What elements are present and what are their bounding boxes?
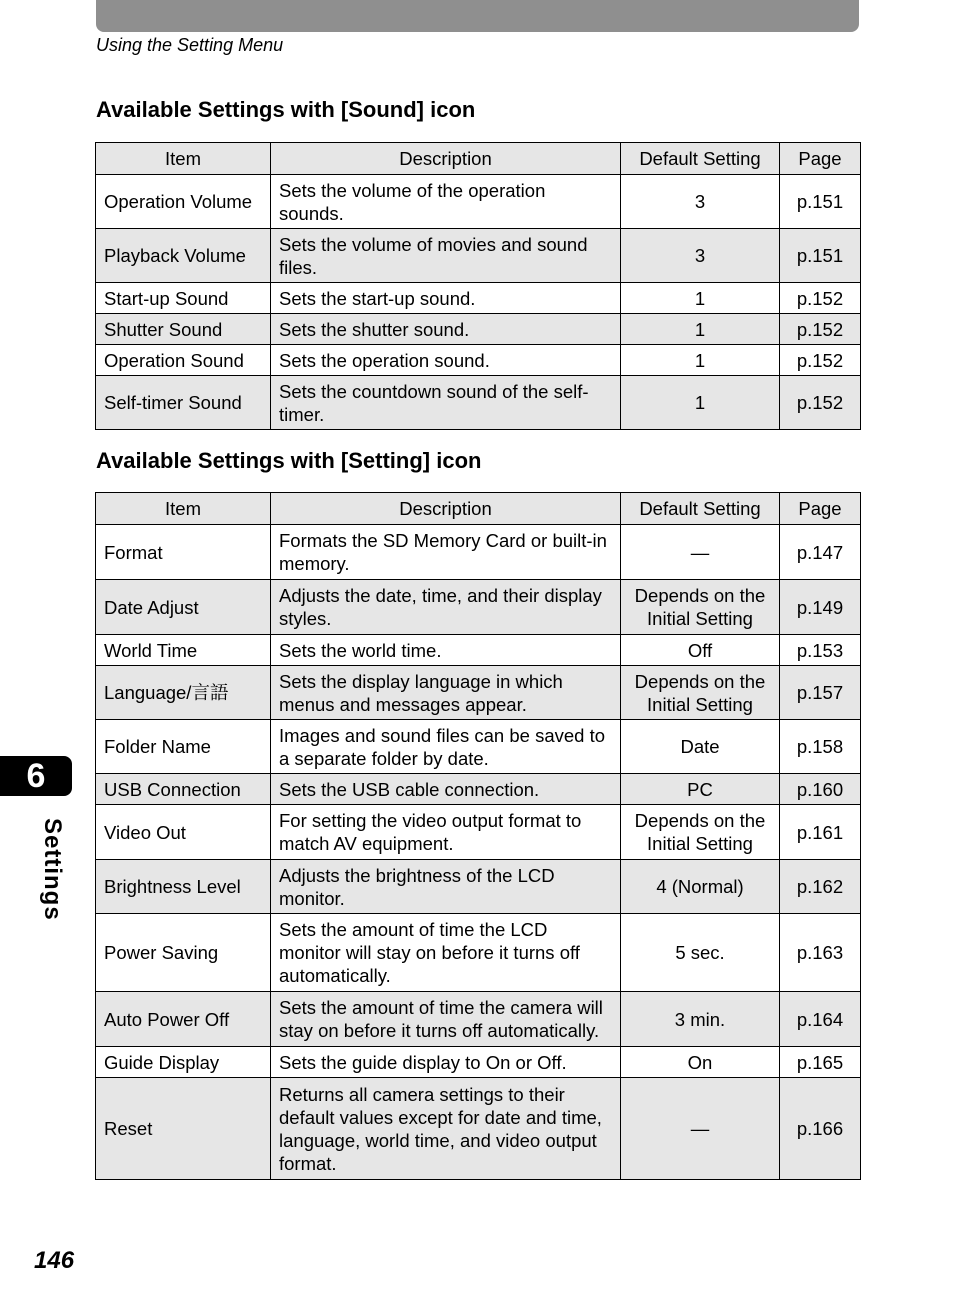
setting-section-title: Available Settings with [Setting] icon bbox=[96, 448, 482, 473]
cell-item: Brightness Level bbox=[96, 860, 271, 914]
cell-item: USB Connection bbox=[96, 774, 271, 805]
table-row bbox=[96, 580, 861, 635]
cell-default: 1 bbox=[621, 314, 780, 345]
cell-page: p.166 bbox=[780, 1078, 861, 1180]
cell-item: Self-timer Sound bbox=[96, 376, 271, 430]
cell-item: Operation Volume bbox=[96, 175, 271, 229]
cell-default: 3 bbox=[621, 175, 780, 229]
cell-page: p.164 bbox=[780, 992, 861, 1047]
chapter-label: Settings bbox=[39, 818, 66, 921]
cell-item: Guide Display bbox=[96, 1047, 271, 1078]
cell-description: Sets the USB cable connection. bbox=[271, 774, 621, 805]
column-header-description: Description bbox=[271, 493, 621, 525]
cell-default: PC bbox=[621, 774, 780, 805]
column-header-page: Page bbox=[780, 143, 861, 175]
cell-page: p.152 bbox=[780, 283, 861, 314]
cell-default: 1 bbox=[621, 345, 780, 376]
cell-page: p.153 bbox=[780, 635, 861, 666]
cell-description: Adjusts the brightness of the LCD monitor. bbox=[271, 860, 621, 914]
cell-description: Sets the volume of the operation sounds. bbox=[271, 175, 621, 229]
cell-description: Sets the amount of time the camera will stay on before it turns off automatically. bbox=[271, 992, 621, 1047]
table-row bbox=[96, 992, 861, 1047]
table-row bbox=[96, 914, 861, 992]
cell-default: 1 bbox=[621, 376, 780, 430]
column-header-description: Description bbox=[271, 143, 621, 175]
column-header-default: Default Setting bbox=[621, 143, 780, 175]
cell-page: p.151 bbox=[780, 175, 861, 229]
cell-page: p.152 bbox=[780, 376, 861, 430]
cell-page: p.157 bbox=[780, 666, 861, 720]
table-row bbox=[96, 175, 861, 229]
table-row bbox=[96, 805, 861, 860]
cell-item: Folder Name bbox=[96, 720, 271, 774]
cell-default: — bbox=[621, 1078, 780, 1180]
cell-description: Sets the guide display to On or Off. bbox=[271, 1047, 621, 1078]
cell-default: Depends on the Initial Setting bbox=[621, 805, 780, 860]
table-row bbox=[96, 314, 861, 345]
table-header-row bbox=[96, 143, 861, 175]
cell-item: Reset bbox=[96, 1078, 271, 1180]
table-row bbox=[96, 345, 861, 376]
cell-default: 4 (Normal) bbox=[621, 860, 780, 914]
cell-description: Sets the volume of movies and sound files. bbox=[271, 229, 621, 283]
cell-description: Images and sound files can be saved to a separate folder by date. bbox=[271, 720, 621, 774]
cell-default: 3 bbox=[621, 229, 780, 283]
cell-page: p.162 bbox=[780, 860, 861, 914]
cell-description: Sets the countdown sound of the self-timer. bbox=[271, 376, 621, 430]
table-row bbox=[96, 1047, 861, 1078]
cell-description: Sets the amount of time the LCD monitor will stay on before it turns off automatically. bbox=[271, 914, 621, 992]
chapter-number-tab: 6 bbox=[0, 756, 72, 796]
cell-description: Formats the SD Memory Card or built-in memory. bbox=[271, 525, 621, 580]
setting-settings-table bbox=[95, 492, 861, 1180]
table-row bbox=[96, 860, 861, 914]
cell-item: Power Saving bbox=[96, 914, 271, 992]
cell-page: p.160 bbox=[780, 774, 861, 805]
cell-item: World Time bbox=[96, 635, 271, 666]
cell-page: p.158 bbox=[780, 720, 861, 774]
table-row bbox=[96, 1078, 861, 1180]
table-row bbox=[96, 774, 861, 805]
table-header-row bbox=[96, 493, 861, 525]
cell-item: Video Out bbox=[96, 805, 271, 860]
cell-page: p.165 bbox=[780, 1047, 861, 1078]
sound-section-title: Available Settings with [Sound] icon bbox=[96, 97, 476, 122]
cell-item: Playback Volume bbox=[96, 229, 271, 283]
cell-item: Language/言語 bbox=[96, 666, 271, 720]
column-header-default: Default Setting bbox=[621, 493, 780, 525]
cell-description: For setting the video output format to match AV equipment. bbox=[271, 805, 621, 860]
cell-page: p.152 bbox=[780, 314, 861, 345]
cell-item: Operation Sound bbox=[96, 345, 271, 376]
table-row bbox=[96, 525, 861, 580]
cell-description: Returns all camera settings to their default values except for date and time, language, world time, and video output format. bbox=[271, 1078, 621, 1180]
running-header: Using the Setting Menu bbox=[96, 35, 284, 55]
table-row bbox=[96, 229, 861, 283]
cell-page: p.152 bbox=[780, 345, 861, 376]
column-header-item: Item bbox=[96, 493, 271, 525]
cell-default: On bbox=[621, 1047, 780, 1078]
cell-description: Sets the world time. bbox=[271, 635, 621, 666]
cell-page: p.151 bbox=[780, 229, 861, 283]
page-number: 146 bbox=[34, 1247, 75, 1274]
header-bar bbox=[96, 0, 859, 32]
cell-default: Depends on the Initial Setting bbox=[621, 666, 780, 720]
table-row bbox=[96, 666, 861, 720]
cell-default: Date bbox=[621, 720, 780, 774]
cell-item: Format bbox=[96, 525, 271, 580]
cell-item: Start-up Sound bbox=[96, 283, 271, 314]
cell-description: Sets the start-up sound. bbox=[271, 283, 621, 314]
table-row bbox=[96, 720, 861, 774]
cell-default: Depends on the Initial Setting bbox=[621, 580, 780, 635]
cell-default: 3 min. bbox=[621, 992, 780, 1047]
column-header-item: Item bbox=[96, 143, 271, 175]
cell-description: Sets the operation sound. bbox=[271, 345, 621, 376]
cell-page: p.163 bbox=[780, 914, 861, 992]
cell-page: p.147 bbox=[780, 525, 861, 580]
cell-default: — bbox=[621, 525, 780, 580]
cell-item: Shutter Sound bbox=[96, 314, 271, 345]
table-row bbox=[96, 283, 861, 314]
cell-item: Date Adjust bbox=[96, 580, 271, 635]
table-row bbox=[96, 376, 861, 430]
cell-default: 5 sec. bbox=[621, 914, 780, 992]
table-row bbox=[96, 635, 861, 666]
cell-page: p.149 bbox=[780, 580, 861, 635]
cell-item: Auto Power Off bbox=[96, 992, 271, 1047]
cell-default: Off bbox=[621, 635, 780, 666]
cell-default: 1 bbox=[621, 283, 780, 314]
column-header-page: Page bbox=[780, 493, 861, 525]
sound-settings-table bbox=[95, 142, 861, 430]
cell-description: Adjusts the date, time, and their display styles. bbox=[271, 580, 621, 635]
cell-page: p.161 bbox=[780, 805, 861, 860]
cell-description: Sets the display language in which menus and messages appear. bbox=[271, 666, 621, 720]
cell-description: Sets the shutter sound. bbox=[271, 314, 621, 345]
